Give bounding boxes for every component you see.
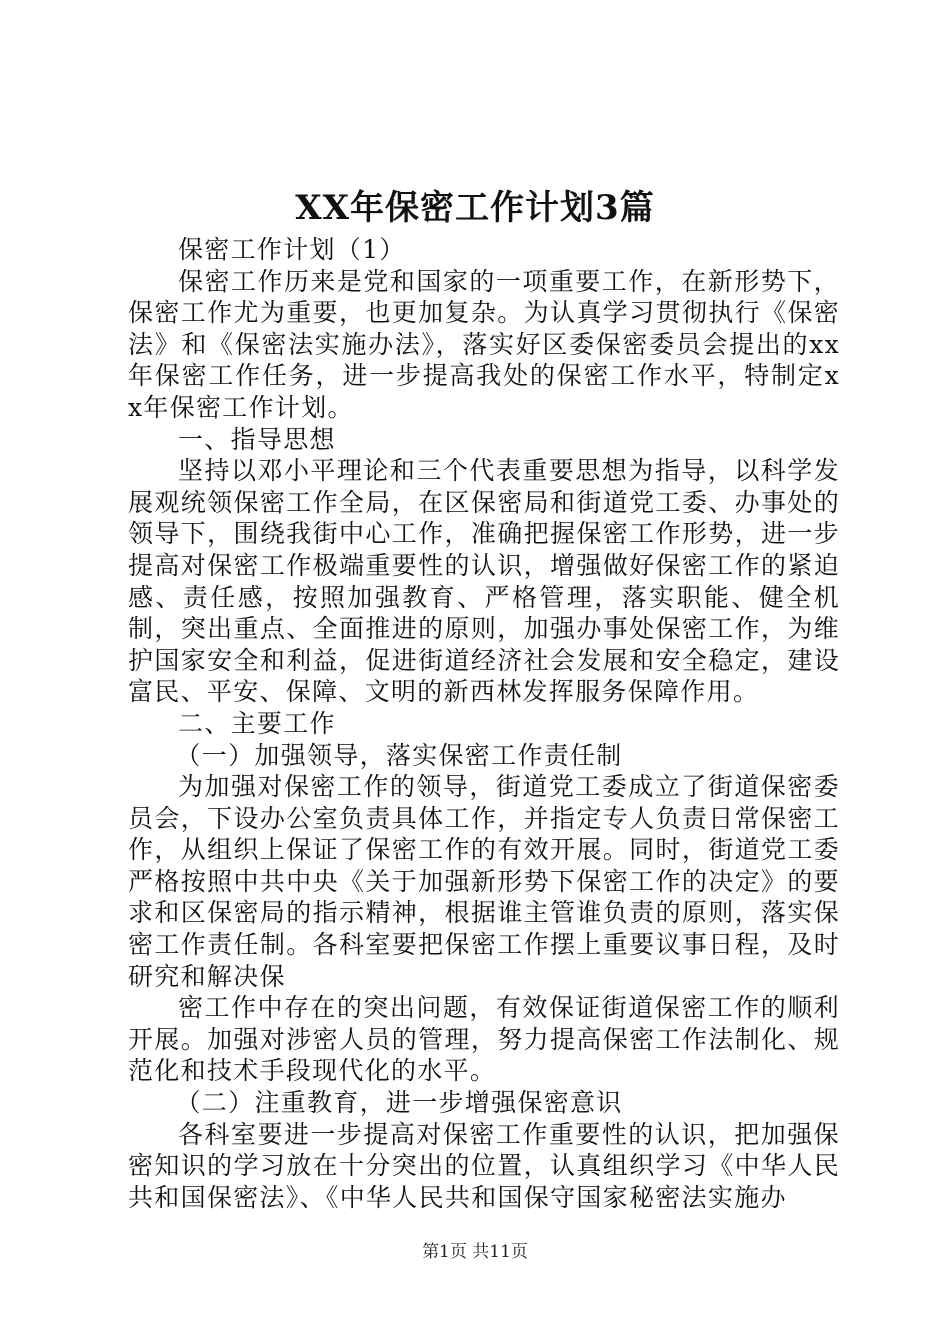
- paragraph-education: 各科室要进一步提高对保密工作重要性的认识，把加强保密知识的学习放在十分突出的位置，认真组织学习《中华人民共和国保密法》、《中华人民共和国保守国家秘密法实施办: [128, 1119, 840, 1212]
- section-heading-guiding-thought: 一、指导思想: [178, 424, 336, 454]
- page-footer: 第1页 共11页: [422, 1242, 528, 1262]
- paragraph-leadership-continued: 密工作中存在的突出问题，有效保证街道保密工作的顺利开展。加强对涉密人员的管理，努力提高保密工作法制化、规范化和技术手段现代化的水平。: [128, 993, 840, 1086]
- document-body: [128, 234, 840, 1213]
- paragraph-guiding-thought: 坚持以邓小平理论和三个代表重要思想为指导，以科学发展观统领保密工作全局，在区保密局和街道党工委、办事处的领导下，围绕我街中心工作，准确把握保密工作形势，进一步提高对保密工作极端重要性的认识，增强做好保密工作的紧迫感、责任感，按照加强教育、严格管理，落实职能、健全机制，突出重点、全面推进的原则，加强办事处保密工作，为维护国家安全和利益，促进街道经济社会发展和安全稳定，建设富民、平安、保障、文明的新西林发挥服务保障作用。: [128, 456, 840, 707]
- subheading-leadership: （一）加强领导，落实保密工作责任制: [175, 740, 623, 770]
- subheading-education: （二）注重教育，进一步增强保密意识: [175, 1088, 623, 1118]
- section-heading-main-work: 二、主要工作: [178, 708, 336, 738]
- section-heading-plan-1: 保密工作计划（1）: [178, 235, 406, 264]
- document-title: XX年保密工作计划3篇: [295, 188, 655, 228]
- paragraph-intro: 保密工作历来是党和国家的一项重要工作，在新形势下，保密工作尤为重要，也更加复杂。为认真学习贯彻执行《保密法》和《保密法实施办法》，落实好区委保密委员会提出的xx年保密工作任务，进一步提高我处的保密工作水平，特制定xx年保密工作计划。: [128, 266, 840, 422]
- paragraph-leadership: 为加强对保密工作的领导，街道党工委成立了街道保密委员会，下设办公室负责具体工作，并指定专人负责日常保密工作，从组织上保证了保密工作的有效开展。同时，街道党工委严格按照中共中央《关于加强新形势下保密工作的决定》的要求和区保密局的指示精神，根据谁主管谁负责的原则，落实保密工作责任制。各科室要把保密工作摆上重要议事日程，及时研究和解决保: [128, 772, 840, 991]
